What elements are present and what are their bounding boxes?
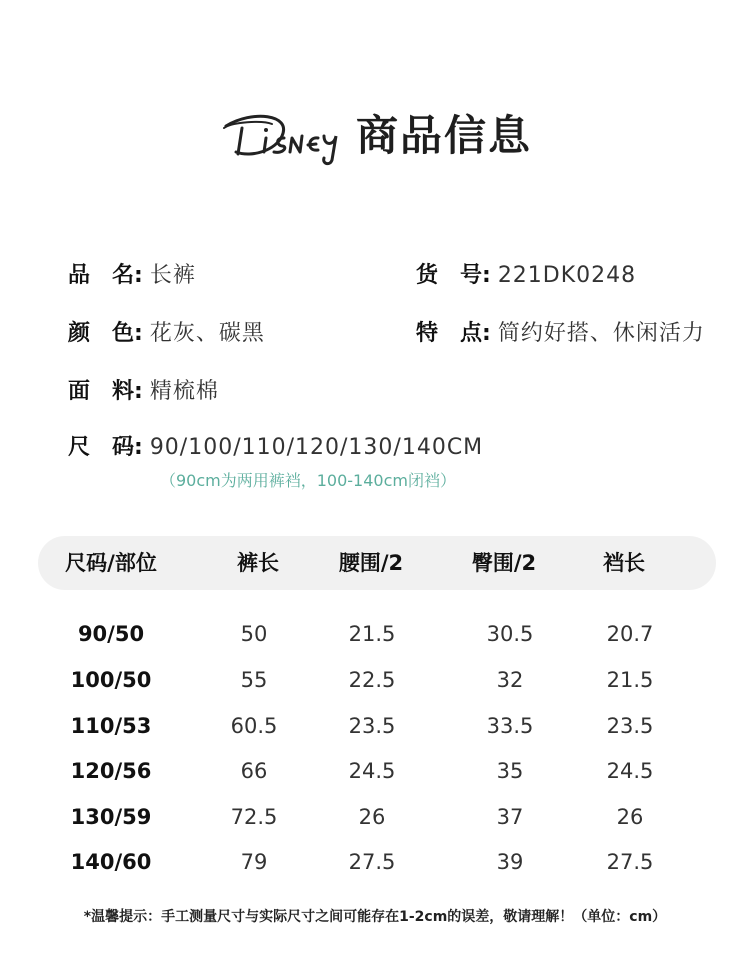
info-fabric-value: 精梳棉 bbox=[149, 379, 219, 404]
cell-length: 50 bbox=[240, 622, 268, 646]
cell-hip: 35 bbox=[496, 759, 524, 783]
info-size-value: 90/100/110/120/130/140CM bbox=[149, 435, 484, 460]
cell-rise: 20.7 bbox=[606, 622, 654, 646]
footer-note: *温馨提示：手工测量尺寸与实际尺寸之间可能存在1-2cm的误差，敬请理解！（单位：cm） bbox=[83, 909, 667, 925]
info-name-label: 品 名: bbox=[68, 263, 143, 288]
info-size bbox=[68, 431, 483, 465]
page-header bbox=[0, 108, 750, 168]
header-rise: 裆长 bbox=[603, 551, 645, 575]
header-size: 尺码/部位 bbox=[65, 551, 157, 575]
info-color-label: 颜 色: bbox=[68, 321, 143, 346]
cell-waist: 24.5 bbox=[348, 759, 396, 783]
cell-size: 130/59 bbox=[70, 805, 152, 829]
cell-size: 110/53 bbox=[70, 714, 152, 738]
cell-length: 60.5 bbox=[230, 714, 278, 738]
info-size-label: 尺 码: bbox=[68, 435, 143, 460]
cell-waist: 26 bbox=[358, 805, 386, 829]
cell-waist: 23.5 bbox=[348, 714, 396, 738]
info-feature-label: 特 点: bbox=[416, 321, 491, 346]
header-hip: 臀围/2 bbox=[471, 551, 537, 575]
info-item-no-value: 221DK0248 bbox=[497, 263, 637, 288]
cell-hip: 39 bbox=[496, 850, 524, 874]
cell-length: 72.5 bbox=[230, 805, 278, 829]
cell-size: 90/50 bbox=[77, 622, 145, 646]
info-feature-value: 简约好搭、休闲活力 bbox=[497, 321, 705, 346]
cell-length: 79 bbox=[240, 850, 268, 874]
cell-size: 100/50 bbox=[70, 668, 152, 692]
cell-length: 55 bbox=[240, 668, 268, 692]
cell-waist: 21.5 bbox=[348, 622, 396, 646]
cell-length: 66 bbox=[240, 759, 268, 783]
cell-rise: 24.5 bbox=[606, 759, 654, 783]
cell-hip: 30.5 bbox=[486, 622, 534, 646]
info-name bbox=[68, 259, 196, 293]
table-row bbox=[0, 751, 750, 791]
cell-size: 120/56 bbox=[70, 759, 152, 783]
size-note: （90cm为两用裤裆，100-140cm闭裆） bbox=[160, 471, 456, 490]
disney-logo bbox=[222, 108, 350, 168]
info-color bbox=[68, 317, 265, 351]
cell-waist: 22.5 bbox=[348, 668, 396, 692]
info-fabric-label: 面 料: bbox=[68, 379, 143, 404]
table-row bbox=[0, 614, 750, 654]
cell-hip: 37 bbox=[496, 805, 524, 829]
table-row bbox=[0, 660, 750, 700]
info-item-no bbox=[416, 259, 636, 293]
cell-waist: 27.5 bbox=[348, 850, 396, 874]
size-table-header bbox=[38, 536, 716, 590]
info-color-value: 花灰、碳黑 bbox=[149, 321, 265, 346]
header-waist: 腰围/2 bbox=[338, 551, 404, 575]
info-feature bbox=[416, 317, 705, 351]
page-title: 商品信息 bbox=[356, 111, 533, 160]
table-row bbox=[0, 797, 750, 837]
info-name-value: 长裤 bbox=[149, 263, 196, 288]
table-row bbox=[0, 842, 750, 882]
cell-size: 140/60 bbox=[70, 850, 152, 874]
cell-rise: 26 bbox=[616, 805, 644, 829]
cell-rise: 23.5 bbox=[606, 714, 654, 738]
info-item-no-label: 货 号: bbox=[416, 263, 491, 288]
cell-hip: 32 bbox=[496, 668, 524, 692]
cell-hip: 33.5 bbox=[486, 714, 534, 738]
cell-rise: 27.5 bbox=[606, 850, 654, 874]
cell-rise: 21.5 bbox=[606, 668, 654, 692]
header-length: 裤长 bbox=[237, 551, 279, 575]
table-row bbox=[0, 706, 750, 746]
info-fabric bbox=[68, 375, 219, 409]
